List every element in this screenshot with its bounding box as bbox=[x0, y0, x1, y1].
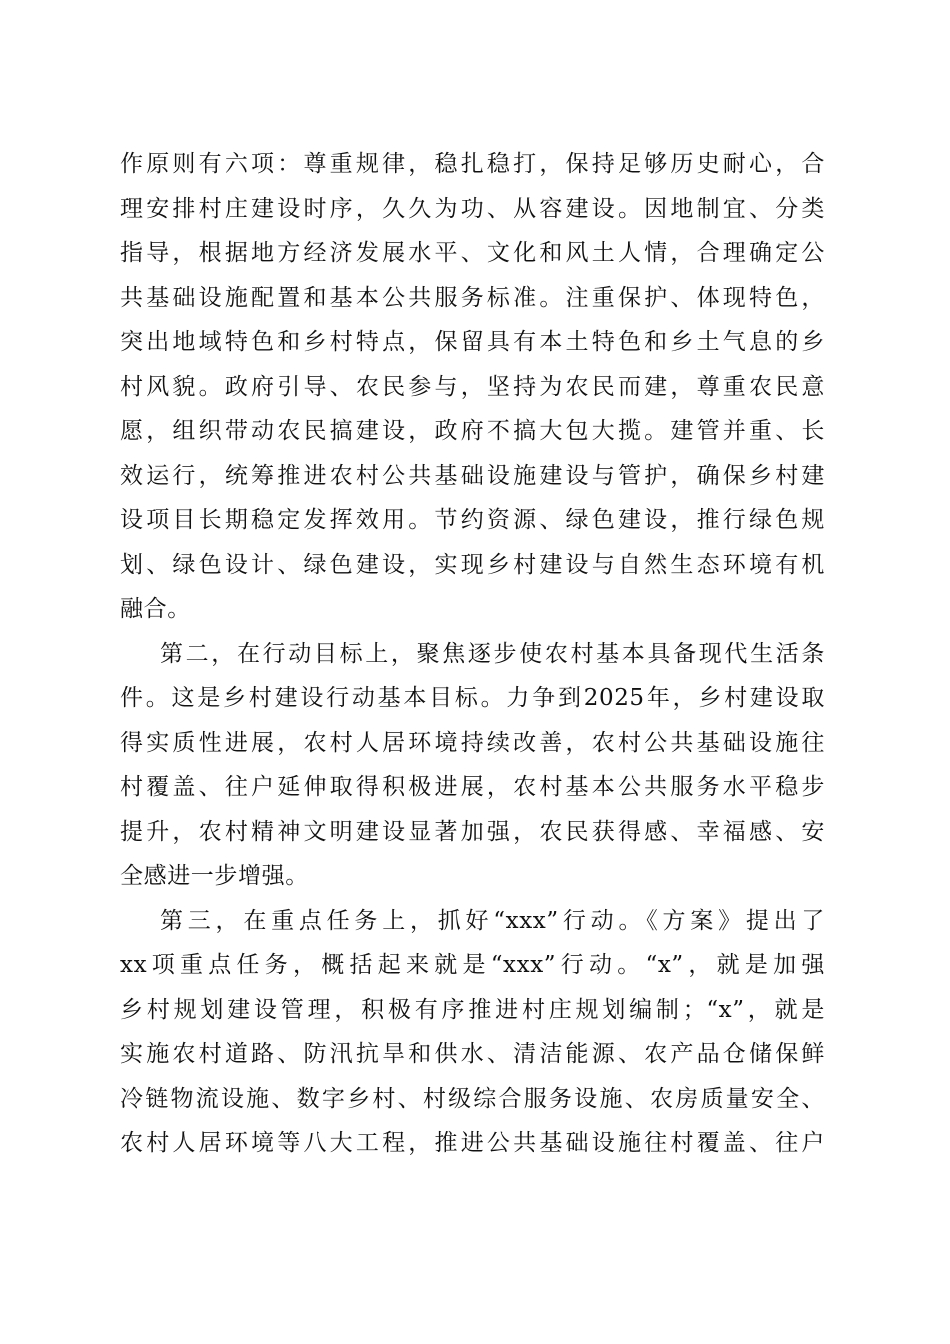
text-line: 设项目长期稳定发挥效用。节约资源、绿色建设，推行绿色规 bbox=[120, 507, 825, 533]
text-line: 冷链物流设施、数字乡村、村级综合服务设施、农房质量安全、 bbox=[120, 1085, 825, 1112]
text-line: 乡村规划建设管理，积极有序推进村庄规划编制；“x”，就是 bbox=[120, 996, 825, 1023]
text-line: 村覆盖、往户延伸取得积极进展，农村基本公共服务水平稳步 bbox=[120, 774, 825, 800]
text-line: 得实质性进展，农村人居环境持续改善，农村公共基础设施往 bbox=[120, 729, 825, 756]
text-line: 作原则有六项：尊重规律，稳扎稳打，保持足够历史耐心，合 bbox=[120, 151, 825, 177]
text-line: 突出地域特色和乡村特点，保留具有本土特色和乡土气息的乡 bbox=[120, 329, 825, 355]
text-line: 划、绿色设计、绿色建设，实现乡村建设与自然生态环境有机 bbox=[120, 551, 825, 578]
text-line: xx项重点任务，概括起来就是“xxx”行动。“x”，就是加强 bbox=[120, 952, 825, 978]
text-line: 效运行，统筹推进农村公共基础设施建设与管护，确保乡村建 bbox=[120, 462, 825, 489]
text-line: 村风貌。政府引导、农民参与，坚持为农民而建，尊重农民意 bbox=[120, 373, 825, 400]
paragraph-heading-line: 第三，在重点任务上，抓好“xxx”行动。《方案》提出了 bbox=[160, 907, 825, 934]
document-body bbox=[120, 142, 825, 1166]
text-line: 全感进一步增强。 bbox=[120, 863, 309, 889]
text-line: 提升，农村精神文明建设显著加强，农民获得感、幸福感、安 bbox=[120, 818, 825, 845]
text-line: 愿，组织带动农民搞建设，政府不搞大包大揽。建管并重、长 bbox=[120, 418, 825, 444]
text-line: 共基础设施配置和基本公共服务标准。注重保护、体现特色， bbox=[120, 284, 825, 311]
text-line: 指导，根据地方经济发展水平、文化和风土人情，合理确定公 bbox=[120, 240, 825, 266]
text-line: 理安排村庄建设时序，久久为功、从容建设。因地制宜、分类 bbox=[120, 195, 825, 222]
text-line: 实施农村道路、防汛抗旱和供水、清洁能源、农产品仓储保鲜 bbox=[120, 1041, 825, 1067]
text-line: 农村人居环境等八大工程，推进公共基础设施往村覆盖、往户 bbox=[120, 1130, 825, 1156]
text-line: 融合。 bbox=[120, 596, 191, 622]
paragraph-heading-line: 第二，在行动目标上，聚焦逐步使农村基本具备现代生活条 bbox=[160, 640, 825, 667]
text-line: 件。这是乡村建设行动基本目标。力争到2025年，乡村建设取 bbox=[120, 685, 825, 711]
